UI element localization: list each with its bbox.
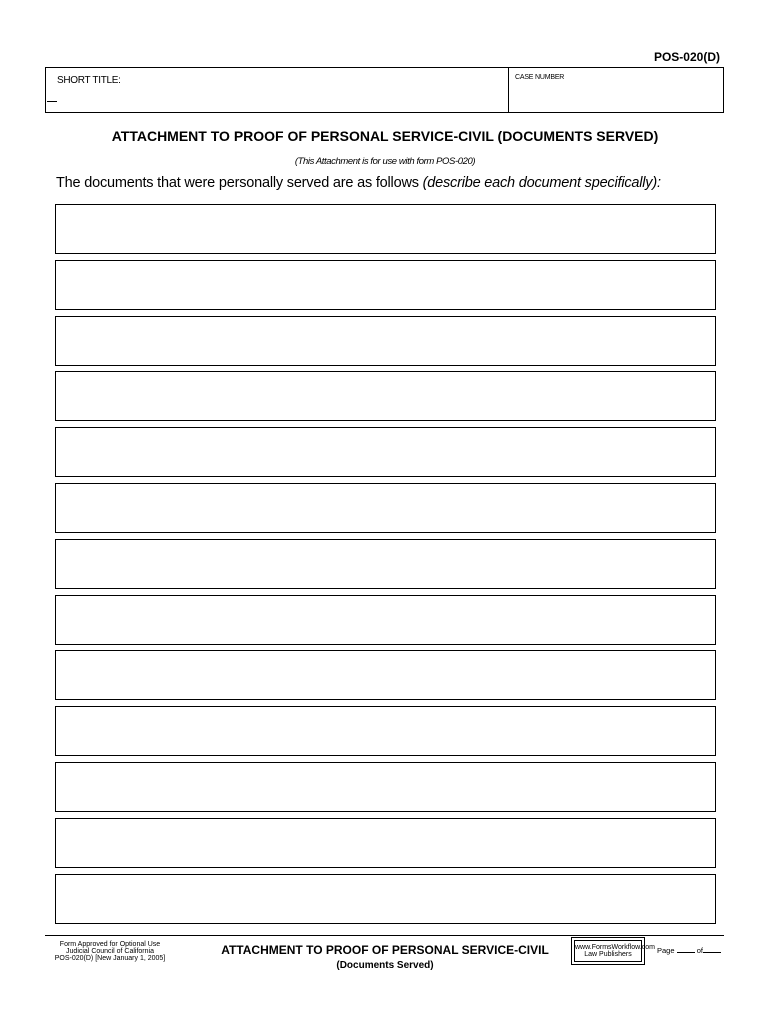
document-entry-list	[55, 204, 716, 929]
instruction-italic: (describe each document specifically):	[422, 175, 661, 191]
document-entry-box[interactable]	[55, 539, 716, 589]
page-subtitle: (This Attachment is for use with form POS-020)	[294, 156, 476, 167]
page-number-blank[interactable]	[677, 946, 695, 953]
publisher-line-2: Law Publishers	[584, 951, 632, 958]
approval-line-1: Form Approved for Optional Use	[59, 941, 161, 948]
publisher-line-1: www.FormsWorkflow.com	[575, 944, 655, 951]
instruction-main: The documents that were personally served are as follows	[56, 175, 419, 191]
page-title: ATTACHMENT TO PROOF OF PERSONAL SERVICE-CIVIL (DOCUMENTS SERVED)	[111, 128, 659, 144]
instruction-text	[56, 175, 661, 191]
short-title-dash	[47, 101, 57, 102]
document-entry-box[interactable]	[55, 650, 716, 700]
page-label: Page	[657, 946, 675, 955]
publisher-logo-inner	[574, 940, 655, 962]
document-entry-box[interactable]	[55, 706, 716, 756]
approval-line-2: Judicial Council of California	[66, 948, 154, 955]
document-entry-box[interactable]	[55, 427, 716, 477]
document-entry-box[interactable]	[55, 204, 716, 254]
short-title-label: SHORT TITLE:	[57, 75, 121, 86]
footer-approval	[50, 941, 170, 962]
document-entry-box[interactable]	[55, 316, 716, 366]
form-id: POS-020(D)	[653, 50, 720, 64]
document-entry-box[interactable]	[55, 483, 716, 533]
approval-line-3: POS-020(D) [New January 1, 2005]	[54, 955, 166, 962]
document-entry-box[interactable]	[55, 371, 716, 421]
footer-title: ATTACHMENT TO PROOF OF PERSONAL SERVICE-CIVIL	[221, 943, 549, 957]
footer-title-block	[200, 943, 570, 971]
of-label: of	[696, 946, 703, 955]
case-number-field[interactable]	[509, 68, 723, 112]
document-entry-box[interactable]	[55, 595, 716, 645]
page-total-blank[interactable]	[703, 946, 721, 953]
footer-divider	[45, 935, 724, 936]
case-number-label: CASE NUMBER	[515, 74, 565, 81]
footer-subtitle: (Documents Served)	[336, 960, 434, 971]
document-entry-box[interactable]	[55, 762, 716, 812]
page-number	[657, 946, 721, 955]
document-entry-box[interactable]	[55, 260, 716, 310]
short-title-field[interactable]	[46, 68, 509, 112]
header-box	[45, 67, 724, 113]
document-entry-box[interactable]	[55, 818, 716, 868]
publisher-logo	[571, 937, 655, 965]
document-entry-box[interactable]	[55, 874, 716, 924]
